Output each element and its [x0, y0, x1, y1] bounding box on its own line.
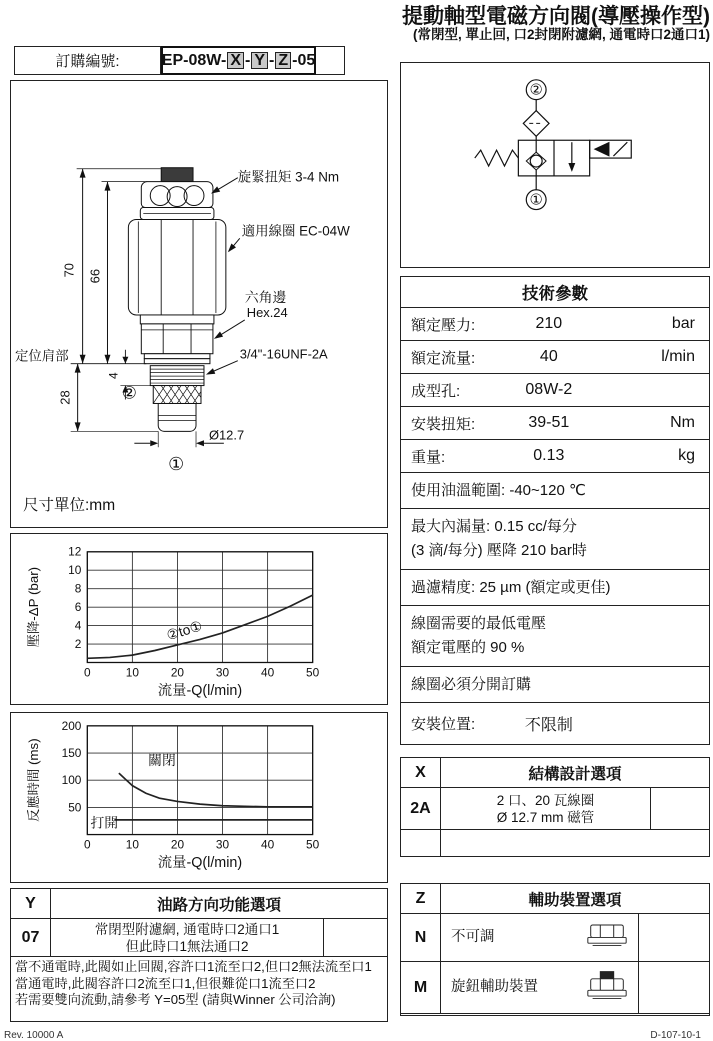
specs-table — [400, 276, 710, 745]
option-y-rows — [11, 919, 387, 1021]
option-row-code: N — [401, 914, 441, 961]
option-table-x — [400, 757, 710, 857]
order-code-segment: -05 — [292, 51, 316, 69]
spec-row — [401, 605, 709, 666]
page-title: 提動軸型電磁方向閥(導壓操作型) — [402, 5, 710, 28]
torque-label: 旋緊扭矩 3-4 Nm — [237, 169, 340, 185]
option-row-2A — [401, 788, 709, 830]
option-row-code: 07 — [11, 919, 51, 956]
symbol-port1-label: ① — [529, 192, 543, 209]
y-tick-label: 6 — [74, 600, 82, 615]
option-row-description — [441, 914, 639, 961]
option-z-rows — [401, 914, 709, 1015]
dim-28: 28 — [57, 390, 73, 405]
option-x-code: X — [401, 758, 441, 787]
spec-unit: bar — [671, 315, 695, 332]
pressure-drop-chart-panel — [10, 533, 388, 705]
response-time-chart-panel — [10, 712, 388, 883]
shoulder-label: 定位肩部 — [14, 348, 69, 364]
empty-code-cell — [401, 830, 441, 856]
coil-label: 適用線圈 EC-04W — [241, 223, 350, 239]
spec-row — [401, 373, 709, 406]
y-axis-label: 壓降-ΔP (bar) — [25, 566, 41, 648]
curve-annotation: ②to① — [164, 617, 205, 644]
specs-rows — [401, 307, 709, 744]
diameter-label: Ø12.7 — [208, 427, 245, 443]
option-row-description — [51, 919, 324, 956]
option-row-code: M — [401, 962, 441, 1013]
x-tick-label: 50 — [306, 665, 320, 680]
knob-hex-nut-icon — [584, 971, 630, 1000]
order-code-segment: EP-08W- — [161, 51, 227, 69]
option-table-z — [400, 883, 710, 1016]
option-row-07 — [11, 919, 387, 957]
order-code-option-Y: Y — [251, 52, 268, 69]
order-number-label: 訂購編號: — [14, 46, 161, 75]
x-tick-label: 0 — [84, 837, 91, 852]
y-tick-label: 100 — [61, 773, 82, 788]
option-row-code: 2A — [401, 788, 441, 829]
order-code-segment: - — [245, 51, 251, 69]
spec-row — [401, 472, 709, 508]
option-row-N — [401, 914, 709, 962]
hydraulic-symbol — [401, 63, 709, 267]
spec-value: 0.13 — [533, 447, 565, 464]
curve-annotation: 關閉 — [148, 751, 176, 768]
option-x-rows — [401, 788, 709, 856]
spec-label: 重量: — [411, 448, 446, 466]
spec-unit: l/min — [661, 348, 695, 365]
order-extra-cell — [316, 46, 345, 75]
x-tick-label: 10 — [125, 837, 139, 852]
port1-label: ① — [168, 454, 185, 475]
note-line: 當通電時,此閥容許口2流至口1,但很難從口1流至口2 — [15, 975, 316, 991]
y-tick-label: 200 — [61, 718, 82, 733]
spec-text: (3 滴/每分) 壓降 210 bar時 — [411, 542, 587, 559]
option-row-spare-cell — [324, 919, 387, 956]
spec-row — [401, 406, 709, 439]
pressure-drop-chart — [11, 534, 387, 704]
note-line: 當不通電時,此閥如止回閥,容許口1流至口2,但口2無法流至口1 — [15, 959, 372, 974]
x-tick-label: 30 — [215, 837, 230, 852]
option-y-header — [11, 889, 387, 919]
order-code-option-X: X — [227, 52, 244, 69]
footer-doc-number: D-107-10-1 — [650, 1030, 701, 1041]
symbol-port2-label: ② — [529, 82, 543, 99]
option-row-M — [401, 962, 709, 1014]
order-code-segment: - — [269, 51, 275, 69]
option-row-spare-cell — [639, 914, 709, 961]
order-number-row — [14, 46, 345, 75]
option-y-notes — [11, 957, 387, 1009]
spec-value: 39-51 — [528, 414, 570, 431]
y-tick-label: 8 — [74, 581, 82, 596]
y-tick-label: 150 — [61, 745, 82, 760]
x-axis-label: 流量-Q(l/min) — [157, 683, 243, 700]
spec-text: 線圈必須分開訂購 — [411, 675, 532, 693]
thread-label: 3/4"-16UNF-2A — [239, 346, 328, 362]
port2-label: ② — [121, 383, 137, 403]
spec-value: 40 — [539, 348, 558, 365]
response-time-chart — [11, 713, 387, 882]
specs-title: 技術參數 — [522, 285, 588, 303]
spec-label: 安裝扭矩: — [411, 415, 476, 433]
option-text: 不可調 — [451, 929, 495, 945]
option-text-line: Ø 12.7 mm 磁管 — [496, 809, 595, 825]
spec-row — [401, 666, 709, 702]
option-x-empty-row — [401, 830, 709, 856]
x-tick-label: 10 — [125, 665, 139, 680]
option-table-y — [10, 888, 388, 1022]
x-tick-label: 30 — [215, 665, 230, 680]
spec-value: 不限制 — [524, 717, 573, 734]
spec-unit: kg — [678, 447, 695, 464]
spec-value: 210 — [535, 315, 563, 332]
spec-row — [401, 702, 709, 744]
hex-nut-icon — [584, 923, 630, 948]
spec-label: 額定壓力: — [411, 316, 476, 334]
spec-row — [401, 508, 709, 569]
spec-text: 使用油溫範圍: -40~120 ℃ — [411, 481, 586, 499]
hex-label: 六角邊 — [244, 289, 287, 306]
symbol-panel — [400, 62, 710, 268]
option-z-header — [401, 884, 709, 914]
x-tick-label: 0 — [84, 665, 91, 680]
dim-4: 4 — [106, 372, 121, 379]
x-tick-label: 40 — [260, 665, 275, 680]
valve-drawing — [11, 81, 387, 527]
option-y-title: 油路方向功能選項 — [156, 896, 281, 914]
series-關閉 — [119, 773, 313, 807]
drawing-panel — [10, 80, 388, 528]
y-axis-label: 反應時間 (ms) — [25, 738, 41, 823]
spec-label: 安裝位置: — [411, 716, 476, 733]
option-z-code: Z — [401, 884, 441, 913]
curve-annotation: 打開 — [90, 814, 119, 831]
spec-unit: Nm — [670, 414, 695, 431]
spec-text: 最大內漏量: 0.15 cc/每分 — [411, 518, 577, 535]
spec-text: 額定電壓的 90 % — [411, 639, 525, 656]
option-text-line: 2 口、20 瓦線圈 — [496, 792, 595, 808]
option-y-code: Y — [11, 889, 51, 918]
y-tick-label: 2 — [74, 636, 82, 651]
x-tick-label: 40 — [260, 837, 275, 852]
spec-text: 線圈需要的最低電壓 — [411, 615, 547, 632]
option-row-spare-cell — [651, 788, 709, 829]
order-code-option-Z: Z — [275, 52, 291, 69]
option-z-title: 輔助裝置選項 — [528, 891, 622, 909]
y-tick-label: 50 — [68, 800, 82, 815]
dim-70: 70 — [61, 262, 77, 278]
order-code — [161, 46, 316, 75]
spec-row — [401, 569, 709, 605]
spec-value: 08W-2 — [525, 381, 573, 398]
y-tick-label: 4 — [74, 618, 82, 633]
hex-size-label: Hex.24 — [246, 304, 288, 320]
footer-revision: Rev. 10000 A — [4, 1030, 64, 1041]
spec-label: 成型孔: — [411, 382, 461, 400]
y-tick-label: 10 — [68, 563, 82, 578]
x-tick-label: 20 — [170, 837, 185, 852]
page-subtitle: (常閉型, 單止回, 口2封閉附濾網, 通電時口2通口1) — [412, 27, 710, 42]
x-axis-label: 流量-Q(l/min) — [157, 855, 243, 872]
spec-text: 過濾精度: 25 µm (額定或更佳) — [411, 578, 611, 596]
x-tick-label: 50 — [306, 837, 320, 852]
option-x-header — [401, 758, 709, 788]
dimension-units-note: 尺寸單位:mm — [23, 497, 116, 514]
spec-label: 額定流量: — [411, 349, 476, 367]
y-tick-label: 12 — [68, 544, 82, 559]
note-line: 若需要雙向流動,請參考 Y=05型 (請與Winner 公司洽詢) — [15, 992, 336, 1007]
option-row-description — [441, 788, 651, 829]
dim-66: 66 — [87, 268, 103, 284]
spec-row — [401, 340, 709, 373]
spec-row — [401, 307, 709, 340]
option-text-line: 常閉型附濾網, 通電時口2通口1 — [94, 921, 280, 937]
option-row-spare-cell — [639, 962, 709, 1013]
option-x-title: 結構設計選項 — [528, 765, 622, 783]
x-tick-label: 20 — [170, 665, 185, 680]
spec-row — [401, 439, 709, 472]
option-text: 旋鈕輔助裝置 — [451, 979, 538, 995]
option-text-line: 但此時口1無法通口2 — [125, 938, 249, 954]
option-row-description — [441, 962, 639, 1013]
